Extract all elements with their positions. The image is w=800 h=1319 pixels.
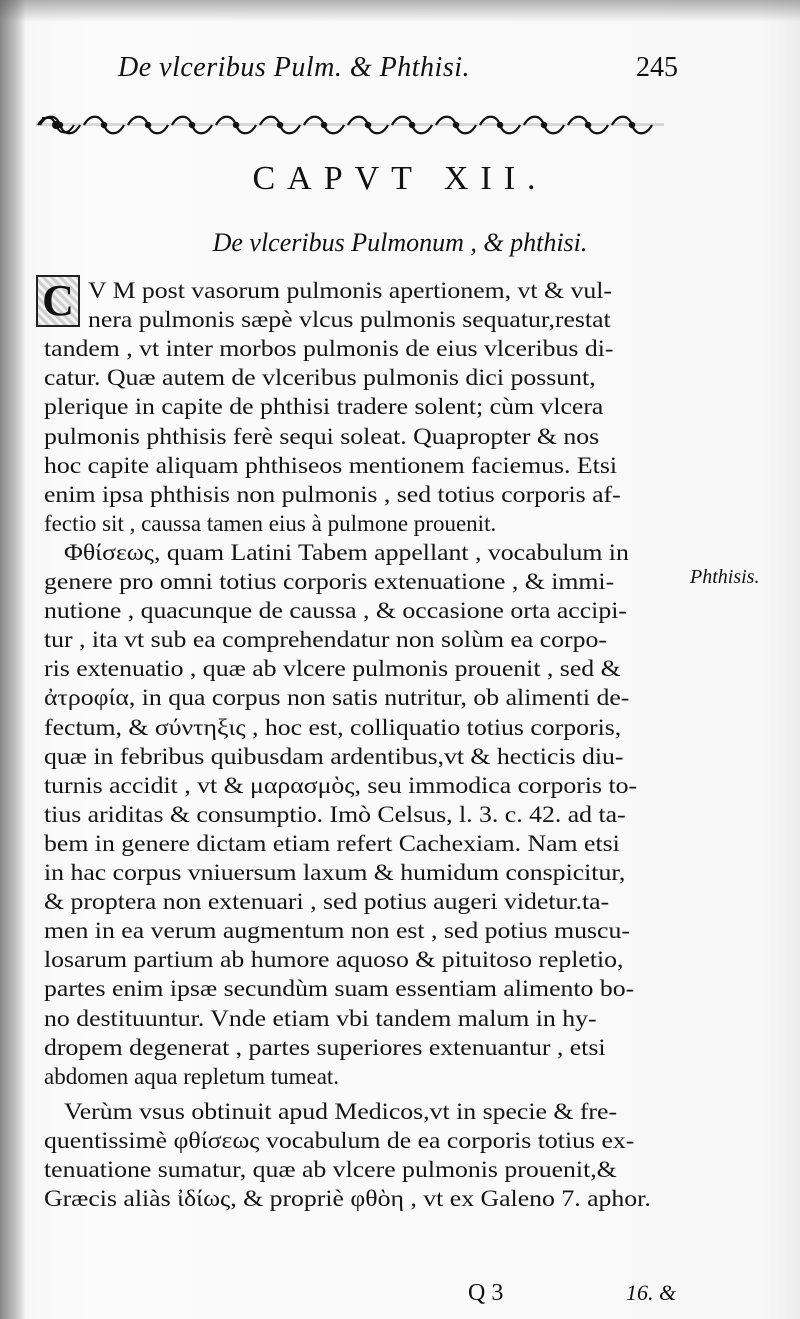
- text-line: V M post vasorum pulmonis apertionem, vt & vul-: [88, 278, 613, 303]
- page-top-shadow: [0, 0, 800, 22]
- text-line: abdomen aqua repletum tumeat.: [44, 1063, 340, 1089]
- text-line: quentissimè φθίσεως vocabulum de ea corporis totius ex-: [44, 1127, 635, 1153]
- text-line: men in ea verum augmentum non est , sed potius muscu-: [44, 918, 630, 944]
- text-line: fectio sit , caussa tamen eius à pulmone prouenit.: [44, 510, 497, 536]
- page-number: 245: [636, 52, 678, 83]
- catchword: 16. &: [626, 1280, 677, 1305]
- text-line: Φθίσεως, quam Latini Tabem appellant , vocabulum in: [64, 539, 629, 565]
- text-line: Verùm vsus obtinuit apud Medicos,vt in specie & fre-: [64, 1098, 618, 1124]
- marginal-note: Phthisis.: [690, 566, 760, 588]
- text-line: quæ in febribus quibusdam ardentibus,vt & hecticis diu-: [44, 743, 624, 769]
- page-header: [118, 52, 678, 98]
- running-head: De vlceribus Pulm. & Phthisi.: [118, 52, 471, 83]
- text-line: hoc capite aliquam phthiseos mentionem faciemus. Etsi: [44, 452, 618, 478]
- text-line: in hac corpus vniuersum laxum & humidum conspicitur,: [44, 860, 626, 885]
- text-line: & proptera non extenuari , sed potius augeri videtur.ta-: [44, 889, 610, 915]
- chapter-title: CAPVT XII.: [252, 160, 548, 197]
- text-line: tius ariditas & consumptio. Imò Celsus, l. 3. c. 42. ad ta-: [44, 801, 626, 827]
- text-line: plerique in capite de phthisi tradere solent; cùm vlcera: [44, 394, 604, 420]
- ornament-band: [36, 112, 664, 138]
- text-line: genere pro omni totius corporis extenuatione , & immi-: [44, 569, 615, 594]
- text-line: partes enim ipsæ secundùm suam essentiam alimento bo-: [44, 976, 635, 1002]
- text-line: catur. Quæ autem de vlceribus pulmonis dici possunt,: [44, 365, 596, 391]
- text-line: tenuatione sumatur, quæ ab vlcere pulmonis prouenit,&: [44, 1157, 617, 1182]
- drop-cap: C: [36, 275, 80, 327]
- text-line: ris extenuatio , quæ ab vlcere pulmonis prouenit , sed &: [44, 656, 621, 682]
- text-line: tur , ita vt sub ea comprehendatur non solùm ea corpo-: [44, 627, 607, 653]
- chapter-subtitle: De vlceribus Pulmonum , & phthisi.: [212, 228, 588, 257]
- text-line: turnis accidit , vt & μαρασμὸς, seu immodica corporis to-: [44, 772, 638, 798]
- text-line: losarum partium ab humore aquoso & pituitoso repletio,: [44, 947, 624, 973]
- text-line: nera pulmonis sæpè vlcus pulmonis sequatur,restat: [88, 307, 611, 333]
- text-line: no destituuntur. Vnde etiam vbi tandem malum in hy-: [44, 1005, 597, 1031]
- text-line: dropem degenerat , partes superiores extenuantur , etsi: [44, 1034, 606, 1060]
- text-line: Græcis aliàs ἰδίως, & propriè φθὸη , vt ex Galeno 7. aphor.: [44, 1186, 651, 1212]
- text-line: tandem , vt inter morbos pulmonis de eius vlceribus di-: [44, 336, 614, 362]
- text-line: bem in genere dictam etiam refert Cachexiam. Nam etsi: [44, 830, 620, 856]
- text-line: pulmonis phthisis ferè sequi soleat. Quapropter & nos: [44, 423, 600, 449]
- text-line: ἀτροφία, in qua corpus non satis nutritur, ob alimenti de-: [44, 685, 630, 711]
- text-line: nutione , quacunque de caussa , & occasione orta accipi-: [44, 598, 627, 624]
- text-line: fectum, & σύντηξις , hoc est, colliquatio totius corporis,: [44, 714, 622, 740]
- signature-mark: Q 3: [468, 1280, 504, 1306]
- text-line: enim ipsa phthisis non pulmonis , sed totius corporis af-: [44, 481, 621, 507]
